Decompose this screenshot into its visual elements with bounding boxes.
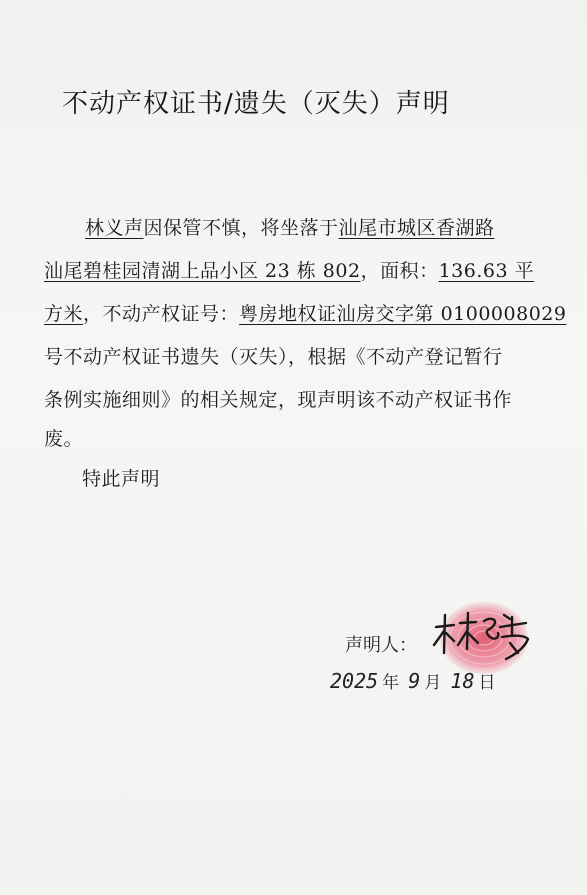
paragraph-text: 因保管不慎，将坐落于: [143, 217, 339, 239]
paragraph-line-5: 条例实施细则》的相关规定，现声明该不动产权证书作: [44, 389, 513, 411]
date-day: 18: [450, 669, 475, 693]
certificate-number: 粤房地权证汕房交字第 0100008029: [239, 303, 567, 325]
paragraph-line-4: 号不动产权证书遗失（灭失），根据《不动产登记暂行: [44, 346, 503, 368]
paragraph-line-3: [44, 305, 566, 324]
property-address: 汕尾市城区香湖路: [338, 217, 495, 239]
paragraph-text: ，面积：: [360, 260, 439, 282]
property-address-cont: 汕尾碧桂园清湖上品小区 23 栋 802: [44, 260, 361, 282]
property-area-unit: 方米: [44, 303, 84, 325]
paragraph-line-1: [85, 219, 495, 238]
handwritten-signature-icon: [428, 605, 538, 665]
date-month: 9: [408, 669, 421, 693]
declarant-label: 声明人：: [345, 635, 417, 656]
paragraph-text: ，不动产权证号：: [83, 303, 240, 325]
paragraph-line-2: [44, 262, 534, 281]
signature-date: [330, 668, 500, 693]
paragraph-line-6: 废。: [44, 428, 84, 450]
declarant-name: 林义声: [85, 217, 144, 239]
closing-statement: 特此声明: [82, 468, 161, 490]
document-title: 不动产权证书/遗失（灭失）声明: [62, 89, 450, 119]
date-day-unit: 日: [478, 673, 496, 693]
date-month-unit: 月: [424, 673, 442, 693]
date-year: 2025: [330, 669, 379, 693]
property-area: 136.63 平: [438, 260, 535, 282]
date-year-unit: 年: [382, 673, 400, 693]
